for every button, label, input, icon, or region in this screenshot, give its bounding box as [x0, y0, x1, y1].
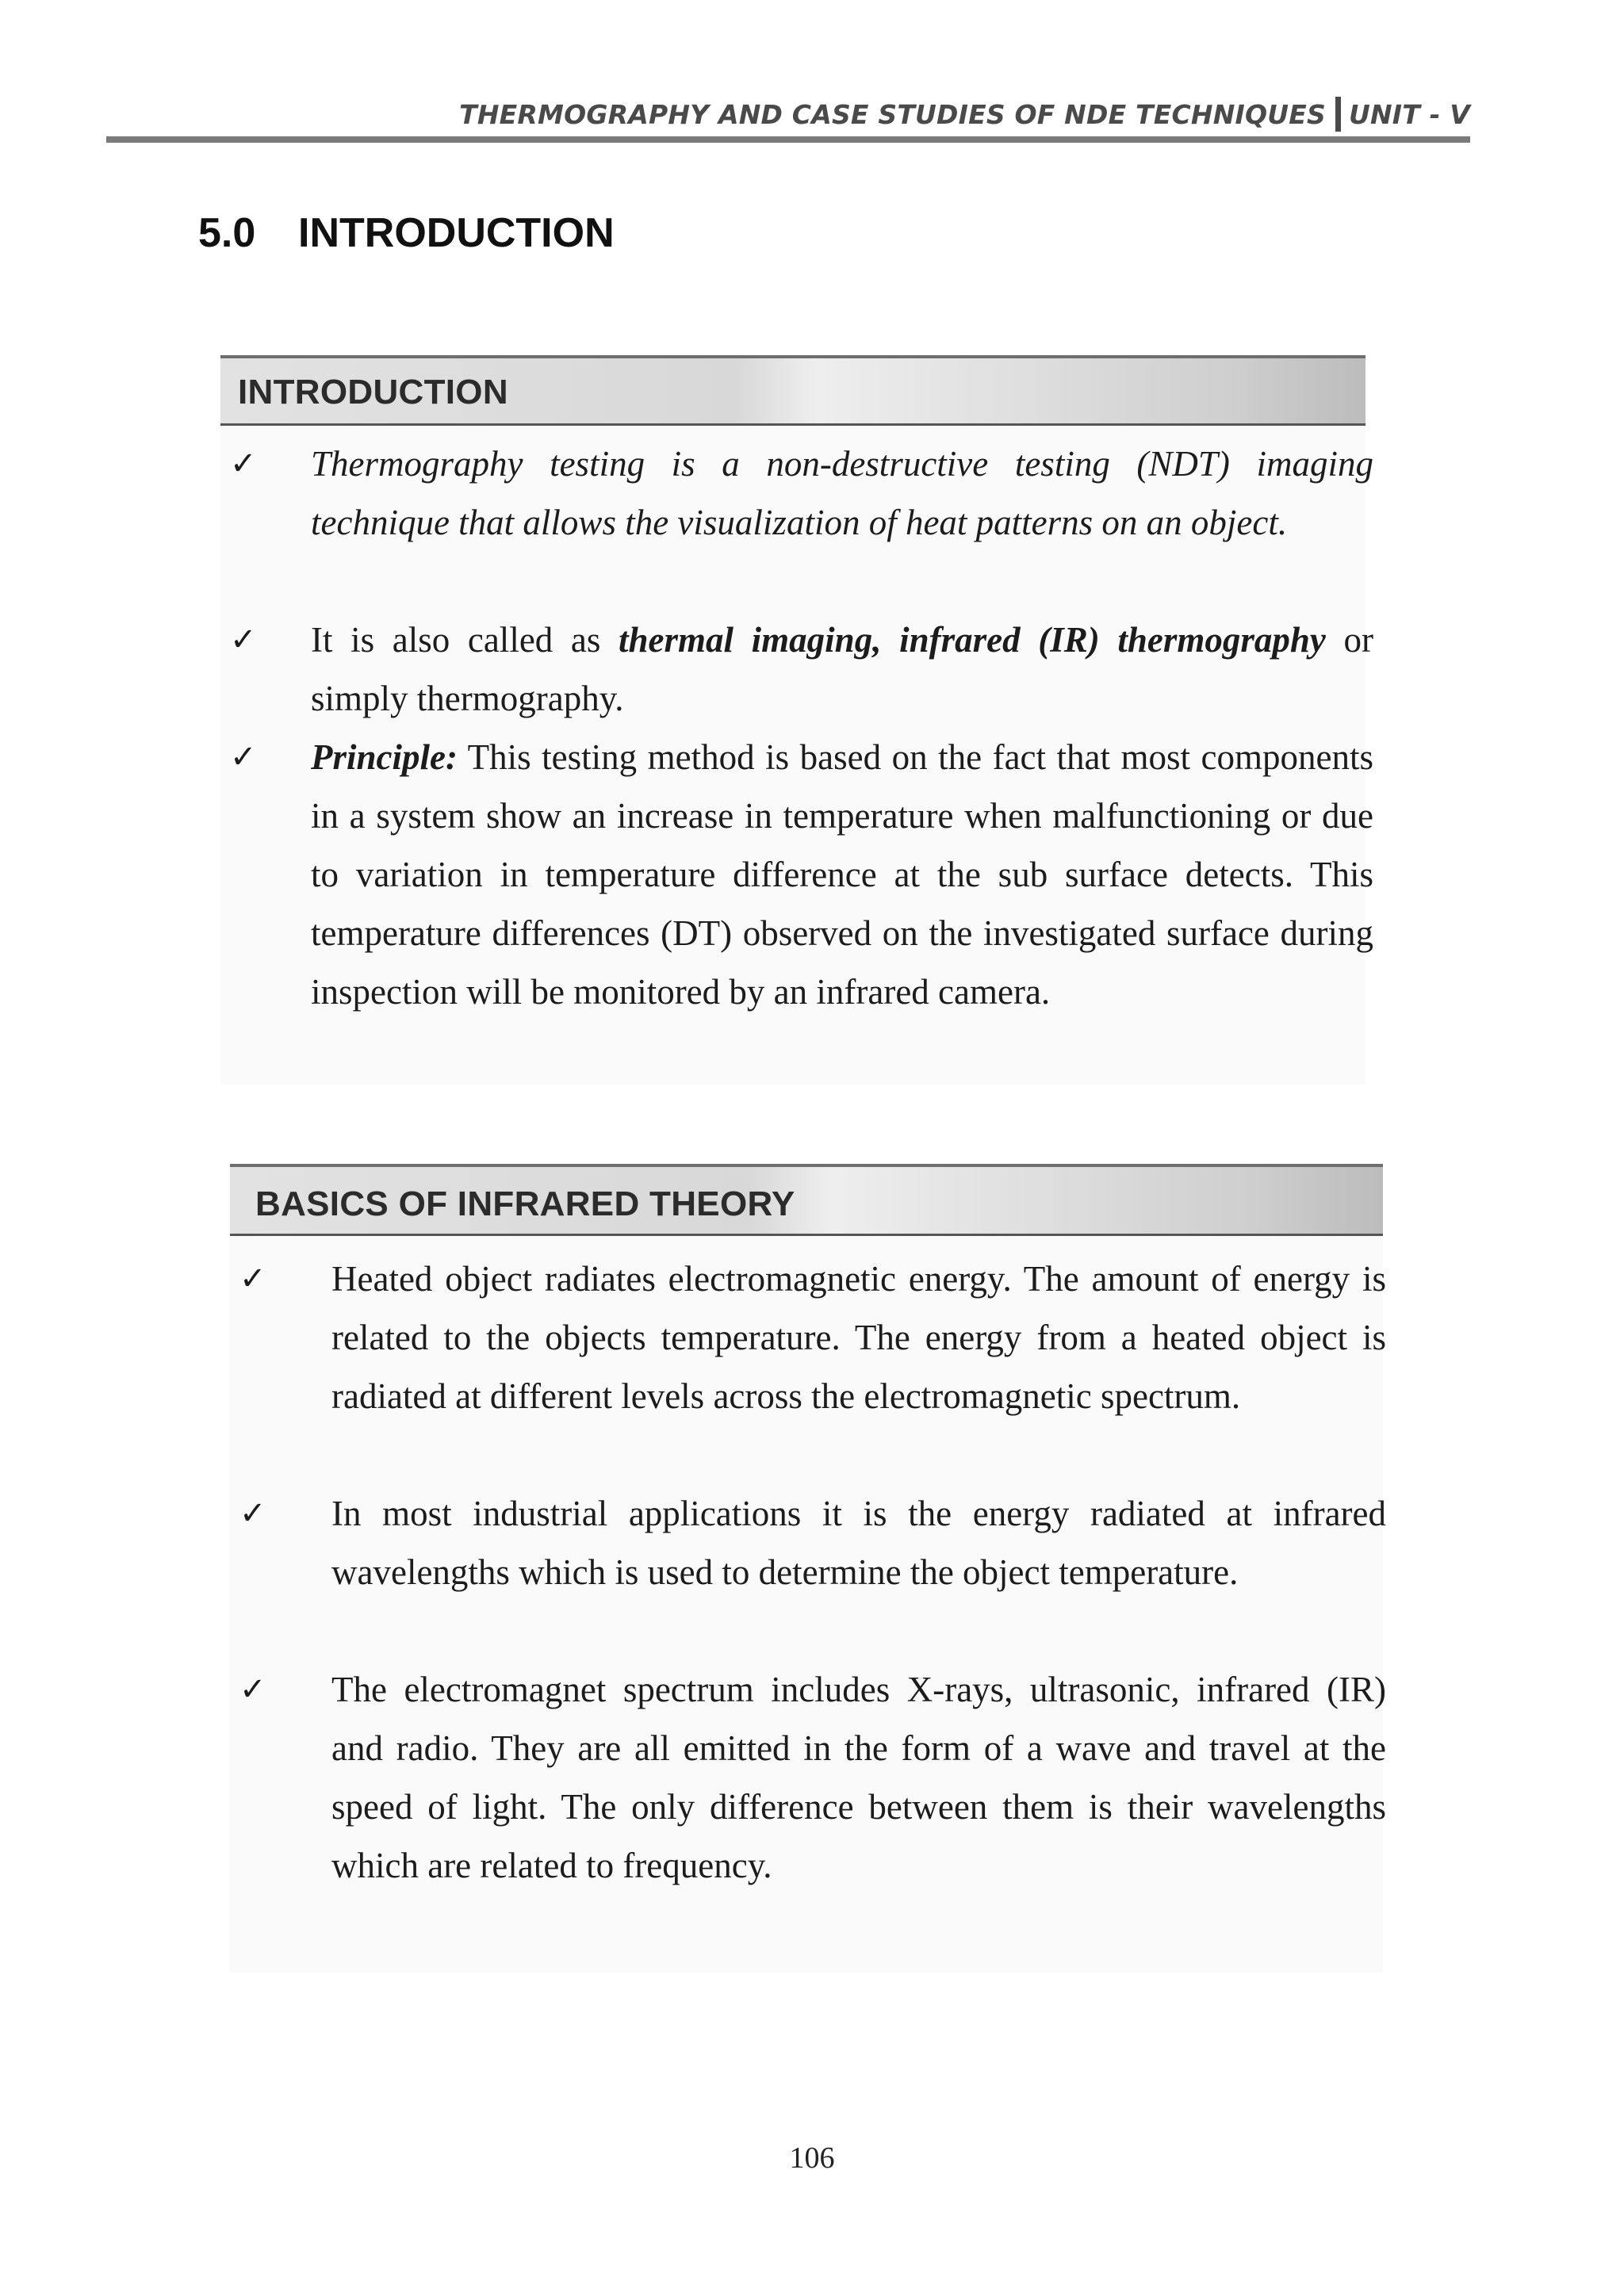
check-icon: ✓ — [239, 1495, 266, 1532]
check-icon: ✓ — [239, 1261, 266, 1297]
running-title: THERMOGRAPHY AND CASE STUDIES OF NDE TECHNIQUES — [459, 99, 1326, 130]
intro-bullet-2-text — [311, 610, 1373, 728]
intro-bullet-2-prefix: It is also called as — [311, 620, 619, 660]
intro-bullet-3-body: This testing method is based on the fact that most components in a system show an increase in temperature when malfunctioning or due to variation in temperature difference at the sub surface detects. This temperature differences (DT) observed on the investigated surface during inspection will be monitored by an infrared camera. — [311, 737, 1373, 1012]
intro-box-title: INTRODUCTION — [238, 373, 508, 411]
section-title: INTRODUCTION — [298, 210, 615, 256]
intro-bullet-2-suffix: or simply thermography. — [311, 620, 1373, 718]
running-header-text — [459, 97, 1470, 132]
intro-bullet-3-text — [311, 728, 1373, 1021]
unit-label: UNIT - V — [1348, 99, 1470, 130]
basics-bullet-2-text: In most industrial applications it is the energy radiated at infrared wavelengths which is used to determine the object temperature. — [331, 1494, 1386, 1592]
check-icon: ✓ — [230, 739, 257, 775]
check-icon: ✓ — [239, 1671, 266, 1708]
infrared-basics-box — [230, 1164, 1386, 1973]
principle-label: Principle: — [311, 737, 458, 777]
check-icon: ✓ — [230, 622, 257, 658]
header-rule — [106, 136, 1470, 143]
check-icon: ✓ — [230, 446, 257, 482]
page-number: 106 — [789, 2141, 835, 2175]
intro-bullet-1-text: Thermography testing is a non-destructive testing (NDT) imaging technique that allows the visualization of heat patterns on an object. — [311, 444, 1373, 542]
basics-bullet-1-text: Heated object radiates electromagnetic energy. The amount of energy is related to the objects temperature. The energy from a heated object is radiated at different levels across the electromagnetic spectrum. — [331, 1259, 1386, 1416]
section-number: 5.0 — [198, 210, 256, 256]
intro-bullet-2-emphasis: thermal imaging, infrared (IR) thermography — [619, 620, 1326, 660]
header-divider — [1335, 97, 1341, 132]
running-header — [106, 94, 1470, 143]
intro-box — [220, 355, 1373, 1085]
basics-bullet-3-text: The electromagnet spectrum includes X-rays, ultrasonic, infrared (IR) and radio. They are all emitted in the form of a wave and travel at the speed of light. The only difference between them is their wavelengths which are related to frequency. — [331, 1670, 1386, 1885]
section-heading — [198, 209, 615, 257]
infrared-basics-title: BASICS OF INFRARED THEORY — [255, 1184, 795, 1223]
